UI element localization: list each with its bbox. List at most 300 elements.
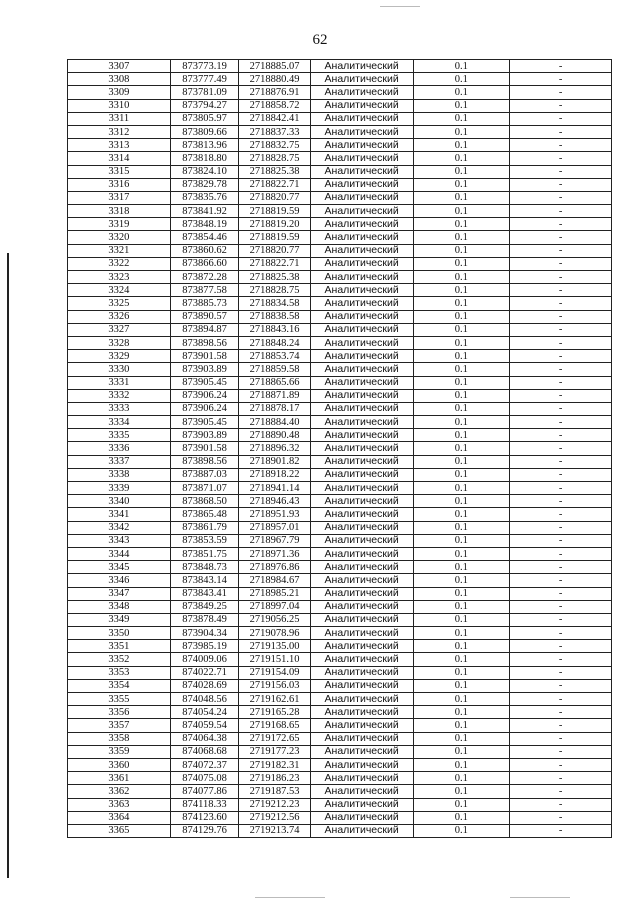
- table-row: [68, 297, 612, 310]
- dash-cell: -: [510, 495, 612, 508]
- dash-cell: -: [510, 389, 612, 402]
- dash-cell: -: [510, 666, 612, 679]
- precision-cell: 0.1: [413, 561, 510, 574]
- table-row: [68, 191, 612, 204]
- precision-cell: 0.1: [413, 785, 510, 798]
- precision-cell: 0.1: [413, 442, 510, 455]
- method-cell: Аналитический: [310, 73, 413, 86]
- table-row: [68, 152, 612, 165]
- table-row: [68, 719, 612, 732]
- point-number-cell: 3360: [68, 758, 171, 771]
- dash-cell: -: [510, 218, 612, 231]
- coordinates-table: [67, 59, 612, 838]
- point-number-cell: 3318: [68, 205, 171, 218]
- precision-cell: 0.1: [413, 706, 510, 719]
- dash-cell: -: [510, 561, 612, 574]
- y-coordinate-cell: 2718957.01: [239, 521, 311, 534]
- dash-cell: -: [510, 482, 612, 495]
- x-coordinate-cell: 873794.27: [170, 99, 239, 112]
- x-coordinate-cell: 873904.34: [170, 627, 239, 640]
- y-coordinate-cell: 2719172.65: [239, 732, 311, 745]
- dash-cell: -: [510, 732, 612, 745]
- scan-speck: [380, 6, 420, 7]
- x-coordinate-cell: 874048.56: [170, 693, 239, 706]
- point-number-cell: 3309: [68, 86, 171, 99]
- method-cell: Аналитический: [310, 336, 413, 349]
- method-cell: Аналитический: [310, 732, 413, 745]
- x-coordinate-cell: 873853.59: [170, 534, 239, 547]
- table-row: [68, 508, 612, 521]
- y-coordinate-cell: 2718828.75: [239, 284, 311, 297]
- method-cell: Аналитический: [310, 257, 413, 270]
- precision-cell: 0.1: [413, 613, 510, 626]
- x-coordinate-cell: 873901.58: [170, 350, 239, 363]
- table-row: [68, 178, 612, 191]
- dash-cell: -: [510, 99, 612, 112]
- precision-cell: 0.1: [413, 231, 510, 244]
- table-row: [68, 165, 612, 178]
- point-number-cell: 3307: [68, 60, 171, 73]
- point-number-cell: 3315: [68, 165, 171, 178]
- point-number-cell: 3326: [68, 310, 171, 323]
- x-coordinate-cell: 873894.87: [170, 323, 239, 336]
- method-cell: Аналитический: [310, 284, 413, 297]
- table-row: [68, 679, 612, 692]
- point-number-cell: 3341: [68, 508, 171, 521]
- precision-cell: 0.1: [413, 758, 510, 771]
- method-cell: Аналитический: [310, 640, 413, 653]
- table-row: [68, 706, 612, 719]
- method-cell: Аналитический: [310, 350, 413, 363]
- method-cell: Аналитический: [310, 534, 413, 547]
- dash-cell: -: [510, 758, 612, 771]
- x-coordinate-cell: 874064.38: [170, 732, 239, 745]
- y-coordinate-cell: 2718971.36: [239, 547, 311, 560]
- point-number-cell: 3347: [68, 587, 171, 600]
- point-number-cell: 3358: [68, 732, 171, 745]
- point-number-cell: 3340: [68, 495, 171, 508]
- y-coordinate-cell: 2718819.20: [239, 218, 311, 231]
- dash-cell: -: [510, 178, 612, 191]
- point-number-cell: 3359: [68, 745, 171, 758]
- y-coordinate-cell: 2718828.75: [239, 152, 311, 165]
- table-row: [68, 600, 612, 613]
- method-cell: Аналитический: [310, 99, 413, 112]
- method-cell: Аналитический: [310, 785, 413, 798]
- x-coordinate-cell: 873901.58: [170, 442, 239, 455]
- x-coordinate-cell: 874072.37: [170, 758, 239, 771]
- table-row: [68, 455, 612, 468]
- x-coordinate-cell: 873841.92: [170, 205, 239, 218]
- precision-cell: 0.1: [413, 271, 510, 284]
- dash-cell: -: [510, 429, 612, 442]
- method-cell: Аналитический: [310, 679, 413, 692]
- x-coordinate-cell: 873898.56: [170, 455, 239, 468]
- precision-cell: 0.1: [413, 653, 510, 666]
- point-number-cell: 3342: [68, 521, 171, 534]
- method-cell: Аналитический: [310, 772, 413, 785]
- y-coordinate-cell: 2718997.04: [239, 600, 311, 613]
- y-coordinate-cell: 2718822.71: [239, 257, 311, 270]
- method-cell: Аналитический: [310, 86, 413, 99]
- point-number-cell: 3350: [68, 627, 171, 640]
- point-number-cell: 3344: [68, 547, 171, 560]
- dash-cell: -: [510, 336, 612, 349]
- y-coordinate-cell: 2718901.82: [239, 455, 311, 468]
- point-number-cell: 3339: [68, 482, 171, 495]
- method-cell: Аналитический: [310, 376, 413, 389]
- point-number-cell: 3355: [68, 693, 171, 706]
- point-number-cell: 3312: [68, 125, 171, 138]
- table-row: [68, 653, 612, 666]
- method-cell: Аналитический: [310, 165, 413, 178]
- x-coordinate-cell: 873872.28: [170, 271, 239, 284]
- point-number-cell: 3349: [68, 613, 171, 626]
- dash-cell: -: [510, 745, 612, 758]
- dash-cell: -: [510, 310, 612, 323]
- precision-cell: 0.1: [413, 218, 510, 231]
- table-row: [68, 389, 612, 402]
- x-coordinate-cell: 874028.69: [170, 679, 239, 692]
- table-row: [68, 350, 612, 363]
- precision-cell: 0.1: [413, 99, 510, 112]
- method-cell: Аналитический: [310, 627, 413, 640]
- dash-cell: -: [510, 271, 612, 284]
- table-row: [68, 587, 612, 600]
- table-row: [68, 60, 612, 73]
- point-number-cell: 3362: [68, 785, 171, 798]
- y-coordinate-cell: 2719186.23: [239, 772, 311, 785]
- method-cell: Аналитический: [310, 402, 413, 415]
- dash-cell: -: [510, 139, 612, 152]
- y-coordinate-cell: 2718819.59: [239, 205, 311, 218]
- x-coordinate-cell: 873861.79: [170, 521, 239, 534]
- x-coordinate-cell: 873813.96: [170, 139, 239, 152]
- table-row: [68, 429, 612, 442]
- point-number-cell: 3314: [68, 152, 171, 165]
- table-row: [68, 547, 612, 560]
- x-coordinate-cell: 874118.33: [170, 798, 239, 811]
- table-row: [68, 482, 612, 495]
- table-row: [68, 257, 612, 270]
- table-row: [68, 112, 612, 125]
- precision-cell: 0.1: [413, 284, 510, 297]
- dash-cell: -: [510, 205, 612, 218]
- precision-cell: 0.1: [413, 455, 510, 468]
- dash-cell: -: [510, 534, 612, 547]
- dash-cell: -: [510, 547, 612, 560]
- table-row: [68, 574, 612, 587]
- x-coordinate-cell: 873903.89: [170, 363, 239, 376]
- method-cell: Аналитический: [310, 416, 413, 429]
- precision-cell: 0.1: [413, 534, 510, 547]
- precision-cell: 0.1: [413, 627, 510, 640]
- method-cell: Аналитический: [310, 758, 413, 771]
- y-coordinate-cell: 2718837.33: [239, 125, 311, 138]
- method-cell: Аналитический: [310, 495, 413, 508]
- method-cell: Аналитический: [310, 666, 413, 679]
- y-coordinate-cell: 2719154.09: [239, 666, 311, 679]
- dash-cell: -: [510, 613, 612, 626]
- method-cell: Аналитический: [310, 389, 413, 402]
- x-coordinate-cell: 873849.25: [170, 600, 239, 613]
- precision-cell: 0.1: [413, 86, 510, 99]
- dash-cell: -: [510, 284, 612, 297]
- dash-cell: -: [510, 125, 612, 138]
- x-coordinate-cell: 874075.08: [170, 772, 239, 785]
- point-number-cell: 3364: [68, 811, 171, 824]
- precision-cell: 0.1: [413, 732, 510, 745]
- point-number-cell: 3353: [68, 666, 171, 679]
- dash-cell: -: [510, 587, 612, 600]
- y-coordinate-cell: 2718885.07: [239, 60, 311, 73]
- method-cell: Аналитический: [310, 231, 413, 244]
- method-cell: Аналитический: [310, 297, 413, 310]
- method-cell: Аналитический: [310, 693, 413, 706]
- method-cell: Аналитический: [310, 218, 413, 231]
- precision-cell: 0.1: [413, 139, 510, 152]
- y-coordinate-cell: 2718967.79: [239, 534, 311, 547]
- precision-cell: 0.1: [413, 376, 510, 389]
- y-coordinate-cell: 2719177.23: [239, 745, 311, 758]
- table-row: [68, 798, 612, 811]
- y-coordinate-cell: 2718820.77: [239, 191, 311, 204]
- y-coordinate-cell: 2719165.28: [239, 706, 311, 719]
- x-coordinate-cell: 873906.24: [170, 402, 239, 415]
- x-coordinate-cell: 874022.71: [170, 666, 239, 679]
- precision-cell: 0.1: [413, 587, 510, 600]
- point-number-cell: 3308: [68, 73, 171, 86]
- precision-cell: 0.1: [413, 745, 510, 758]
- precision-cell: 0.1: [413, 205, 510, 218]
- scan-speck: [255, 897, 325, 898]
- table-body: [68, 60, 612, 838]
- point-number-cell: 3365: [68, 824, 171, 837]
- scan-speck: [510, 897, 570, 898]
- x-coordinate-cell: 874077.86: [170, 785, 239, 798]
- dash-cell: -: [510, 257, 612, 270]
- table-row: [68, 416, 612, 429]
- dash-cell: -: [510, 706, 612, 719]
- table-row: [68, 376, 612, 389]
- precision-cell: 0.1: [413, 152, 510, 165]
- dash-cell: -: [510, 653, 612, 666]
- method-cell: Аналитический: [310, 824, 413, 837]
- x-coordinate-cell: 874054.24: [170, 706, 239, 719]
- table-row: [68, 811, 612, 824]
- table-row: [68, 640, 612, 653]
- precision-cell: 0.1: [413, 323, 510, 336]
- x-coordinate-cell: 873781.09: [170, 86, 239, 99]
- method-cell: Аналитический: [310, 271, 413, 284]
- x-coordinate-cell: 873885.73: [170, 297, 239, 310]
- point-number-cell: 3354: [68, 679, 171, 692]
- table-row: [68, 785, 612, 798]
- x-coordinate-cell: 873773.19: [170, 60, 239, 73]
- method-cell: Аналитический: [310, 587, 413, 600]
- point-number-cell: 3343: [68, 534, 171, 547]
- y-coordinate-cell: 2719135.00: [239, 640, 311, 653]
- y-coordinate-cell: 2718941.14: [239, 482, 311, 495]
- table-row: [68, 231, 612, 244]
- point-number-cell: 3329: [68, 350, 171, 363]
- table-row: [68, 745, 612, 758]
- method-cell: Аналитический: [310, 613, 413, 626]
- x-coordinate-cell: 873777.49: [170, 73, 239, 86]
- method-cell: Аналитический: [310, 152, 413, 165]
- x-coordinate-cell: 874059.54: [170, 719, 239, 732]
- x-coordinate-cell: 873843.14: [170, 574, 239, 587]
- dash-cell: -: [510, 112, 612, 125]
- dash-cell: -: [510, 86, 612, 99]
- y-coordinate-cell: 2718859.58: [239, 363, 311, 376]
- method-cell: Аналитический: [310, 706, 413, 719]
- y-coordinate-cell: 2718871.89: [239, 389, 311, 402]
- point-number-cell: 3325: [68, 297, 171, 310]
- y-coordinate-cell: 2718918.22: [239, 468, 311, 481]
- precision-cell: 0.1: [413, 257, 510, 270]
- precision-cell: 0.1: [413, 73, 510, 86]
- x-coordinate-cell: 873868.50: [170, 495, 239, 508]
- precision-cell: 0.1: [413, 165, 510, 178]
- point-number-cell: 3311: [68, 112, 171, 125]
- y-coordinate-cell: 2719213.74: [239, 824, 311, 837]
- y-coordinate-cell: 2718825.38: [239, 165, 311, 178]
- precision-cell: 0.1: [413, 600, 510, 613]
- y-coordinate-cell: 2718985.21: [239, 587, 311, 600]
- x-coordinate-cell: 873905.45: [170, 416, 239, 429]
- method-cell: Аналитический: [310, 429, 413, 442]
- precision-cell: 0.1: [413, 244, 510, 257]
- x-coordinate-cell: 873985.19: [170, 640, 239, 653]
- y-coordinate-cell: 2719056.25: [239, 613, 311, 626]
- x-coordinate-cell: 874009.06: [170, 653, 239, 666]
- y-coordinate-cell: 2718984.67: [239, 574, 311, 587]
- precision-cell: 0.1: [413, 191, 510, 204]
- point-number-cell: 3334: [68, 416, 171, 429]
- x-coordinate-cell: 873878.49: [170, 613, 239, 626]
- x-coordinate-cell: 873903.89: [170, 429, 239, 442]
- dash-cell: -: [510, 627, 612, 640]
- y-coordinate-cell: 2718843.16: [239, 323, 311, 336]
- table-row: [68, 613, 612, 626]
- dash-cell: -: [510, 824, 612, 837]
- method-cell: Аналитический: [310, 178, 413, 191]
- x-coordinate-cell: 873824.10: [170, 165, 239, 178]
- method-cell: Аналитический: [310, 561, 413, 574]
- dash-cell: -: [510, 165, 612, 178]
- precision-cell: 0.1: [413, 297, 510, 310]
- method-cell: Аналитический: [310, 244, 413, 257]
- x-coordinate-cell: 873809.66: [170, 125, 239, 138]
- dash-cell: -: [510, 798, 612, 811]
- point-number-cell: 3327: [68, 323, 171, 336]
- method-cell: Аналитический: [310, 653, 413, 666]
- y-coordinate-cell: 2718951.93: [239, 508, 311, 521]
- table-row: [68, 336, 612, 349]
- point-number-cell: 3357: [68, 719, 171, 732]
- precision-cell: 0.1: [413, 336, 510, 349]
- point-number-cell: 3323: [68, 271, 171, 284]
- point-number-cell: 3337: [68, 455, 171, 468]
- dash-cell: -: [510, 73, 612, 86]
- table-row: [68, 363, 612, 376]
- precision-cell: 0.1: [413, 495, 510, 508]
- table-row: [68, 521, 612, 534]
- table-row: [68, 732, 612, 745]
- point-number-cell: 3330: [68, 363, 171, 376]
- x-coordinate-cell: 873843.41: [170, 587, 239, 600]
- dash-cell: -: [510, 350, 612, 363]
- method-cell: Аналитический: [310, 442, 413, 455]
- table-row: [68, 86, 612, 99]
- table-row: [68, 284, 612, 297]
- x-coordinate-cell: 873905.45: [170, 376, 239, 389]
- method-cell: Аналитический: [310, 574, 413, 587]
- table-row: [68, 758, 612, 771]
- dash-cell: -: [510, 376, 612, 389]
- dash-cell: -: [510, 811, 612, 824]
- y-coordinate-cell: 2718832.75: [239, 139, 311, 152]
- x-coordinate-cell: 873805.97: [170, 112, 239, 125]
- dash-cell: -: [510, 455, 612, 468]
- precision-cell: 0.1: [413, 125, 510, 138]
- precision-cell: 0.1: [413, 719, 510, 732]
- y-coordinate-cell: 2718858.72: [239, 99, 311, 112]
- point-number-cell: 3332: [68, 389, 171, 402]
- y-coordinate-cell: 2718820.77: [239, 244, 311, 257]
- method-cell: Аналитический: [310, 323, 413, 336]
- precision-cell: 0.1: [413, 547, 510, 560]
- y-coordinate-cell: 2718878.17: [239, 402, 311, 415]
- y-coordinate-cell: 2719212.56: [239, 811, 311, 824]
- precision-cell: 0.1: [413, 521, 510, 534]
- table-row: [68, 244, 612, 257]
- point-number-cell: 3322: [68, 257, 171, 270]
- table-row: [68, 693, 612, 706]
- point-number-cell: 3348: [68, 600, 171, 613]
- table-row: [68, 271, 612, 284]
- x-coordinate-cell: 873887.03: [170, 468, 239, 481]
- x-coordinate-cell: 873851.75: [170, 547, 239, 560]
- table-row: [68, 402, 612, 415]
- x-coordinate-cell: 873835.76: [170, 191, 239, 204]
- x-coordinate-cell: 874129.76: [170, 824, 239, 837]
- table-row: [68, 323, 612, 336]
- table-row: [68, 534, 612, 547]
- table-row: [68, 310, 612, 323]
- y-coordinate-cell: 2718976.86: [239, 561, 311, 574]
- x-coordinate-cell: 873854.46: [170, 231, 239, 244]
- point-number-cell: 3335: [68, 429, 171, 442]
- dash-cell: -: [510, 231, 612, 244]
- x-coordinate-cell: 874068.68: [170, 745, 239, 758]
- point-number-cell: 3345: [68, 561, 171, 574]
- y-coordinate-cell: 2719187.53: [239, 785, 311, 798]
- table-row: [68, 205, 612, 218]
- y-coordinate-cell: 2719212.23: [239, 798, 311, 811]
- table-row: [68, 666, 612, 679]
- precision-cell: 0.1: [413, 310, 510, 323]
- y-coordinate-cell: 2718853.74: [239, 350, 311, 363]
- dash-cell: -: [510, 323, 612, 336]
- method-cell: Аналитический: [310, 60, 413, 73]
- y-coordinate-cell: 2719078.96: [239, 627, 311, 640]
- method-cell: Аналитический: [310, 811, 413, 824]
- dash-cell: -: [510, 521, 612, 534]
- dash-cell: -: [510, 679, 612, 692]
- point-number-cell: 3316: [68, 178, 171, 191]
